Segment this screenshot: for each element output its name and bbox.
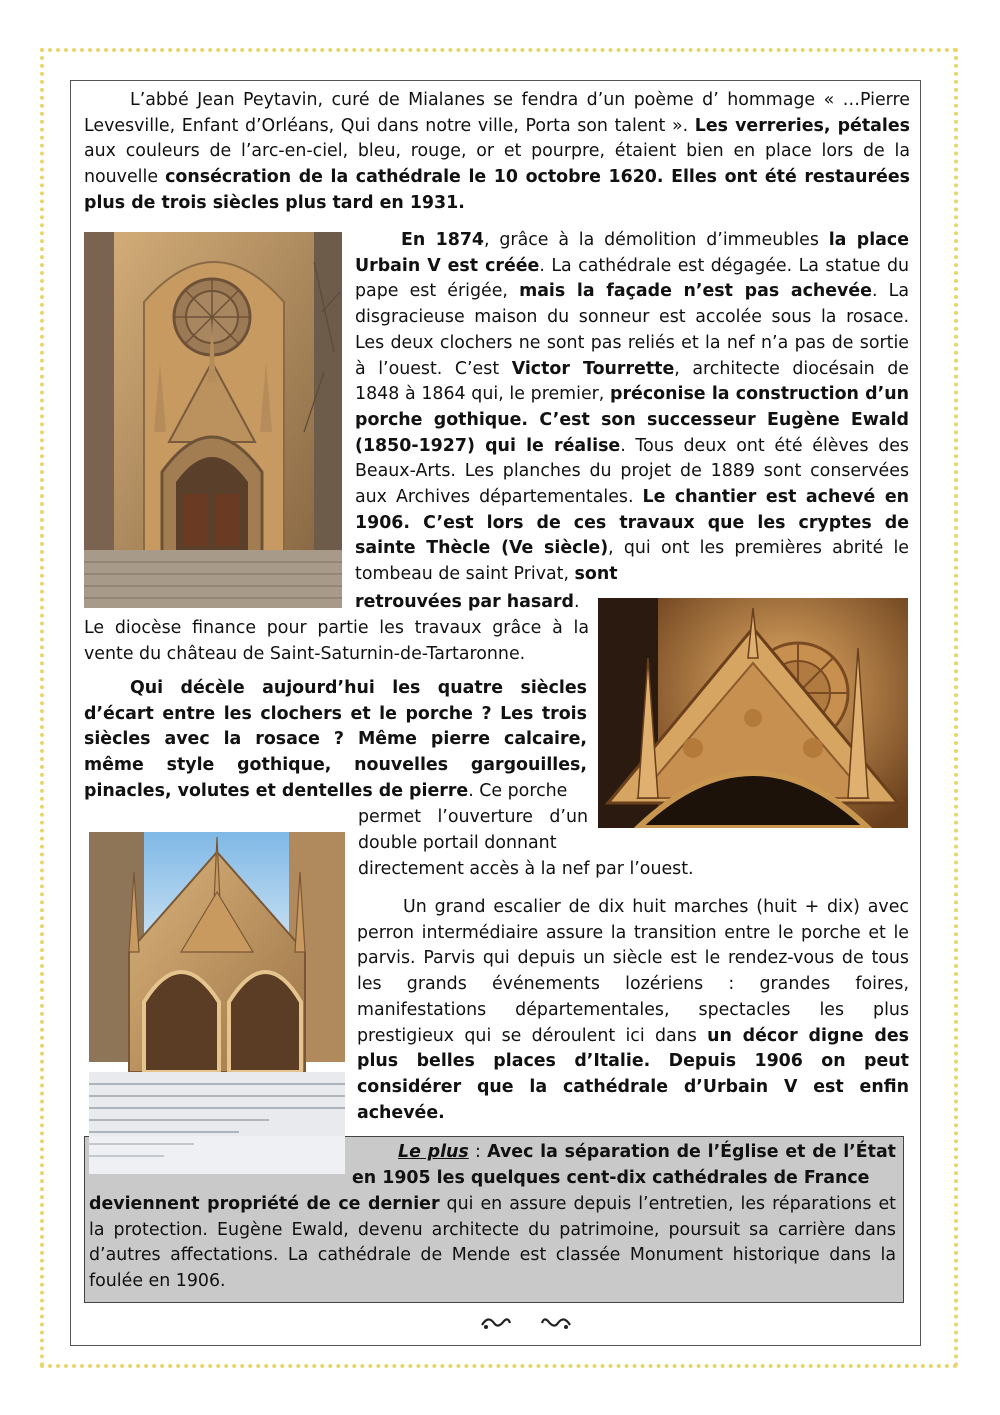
- paragraph-1874: [355, 228, 909, 588]
- paragraph-intro: [84, 88, 910, 217]
- paragraph-escalier: [357, 895, 909, 1126]
- bold-question: Qui décèle aujourd’hui les quatre siècles d’écart entre les clochers et le porche ? Les trois siècles avec la rosace ? Même pierre calcaire, même style gothique, nouvelles gargouilles, pinacles, volutes et dentelles de pierre: [84, 678, 587, 801]
- le-plus-label: Le plus: [398, 1142, 469, 1162]
- p2-text-7: .: [573, 592, 580, 612]
- paragraph-porche-cont: [358, 805, 588, 856]
- photo-porch-steps-overlap: [84, 1136, 346, 1174]
- intro-bold-2: consécration de la cathédrale le 10 octobre 1620. Elles ont été restaurées plus de trois siècles plus tard en 1931.: [84, 167, 910, 213]
- bold-retrouvees: retrouvées par hasard: [355, 592, 574, 612]
- intro-bold-1: Les verreries, pétales: [694, 115, 910, 136]
- le-plus-first-lines: [352, 1140, 896, 1191]
- bold-ewald: préconise la construction d’un porche gothique. C’est son successeur Eugène Ewald (1850-1927) qui le réalise: [355, 384, 909, 456]
- p3-text-1: . Ce porche: [468, 780, 568, 801]
- p2-text-5: . Tous deux ont été élèves des Beaux-Arts. Les planches du projet de 1889 sont conservées aux Archives départementales.: [355, 435, 909, 508]
- p2-text-1: , grâce à la démolition d’immeubles: [484, 230, 829, 250]
- photo-porch-steps: [89, 832, 345, 1172]
- p3-text-2: permet l’ouverture d’un double portail donnant: [358, 807, 588, 853]
- paragraph-porche-end: [358, 857, 918, 883]
- le-plus-bold-1: Avec la séparation de l’Église et de l’État en 1905 les quelques cent-dix cathédrales de France: [352, 1142, 896, 1188]
- p2-text-2: . La cathédrale est dégagée. La statue du pape est érigée,: [355, 255, 909, 302]
- bold-chantier: Le chantier est achevé en 1906. C’est lors de ces travaux que les cryptes de sainte Thècle (Ve siècle): [355, 487, 910, 559]
- flourish-left-icon: [480, 1313, 512, 1339]
- p4-text-1: Un grand escalier de dix huit marches (huit + dix) avec perron intermédiaire assure la transition entre le porche et le parvis. Parvis qui depuis un siècle est le rendez-vous de tous les grands événements lozériens : grandes foires, manifestations départementales, spectacles les plus prestigieux qui se déroulent ici dans: [357, 897, 909, 1046]
- le-plus-text: qui en assure depuis l’entretien, les réparations et la protection. Eugène Ewald, devenu architecte du patrimoine, poursuit sa carrière dans d’autres affectations. La cathédrale de Mende est classée Monument historique dans la foulée en 1906.: [89, 1194, 897, 1292]
- bold-tourrette: Victor Tourrette: [511, 358, 675, 379]
- bold-decor: un décor digne des plus belles places d’Italie. Depuis 1906 on peut considérer que la cathédrale d’Urbain V est enfin achevée.: [357, 1025, 909, 1123]
- le-plus-rest: [89, 1192, 896, 1295]
- photo-cathedral-facade: [84, 232, 342, 608]
- bold-facade: mais la façade n’est pas achevée: [519, 281, 872, 302]
- bold-sont: sont: [574, 564, 618, 585]
- photo-porch-gable: [598, 598, 908, 828]
- le-plus-sep: :: [468, 1142, 488, 1162]
- p2-text-3: . La disgracieuse maison du sonneur est accolée sous la rosace. Les deux clochers ne sont pas reliés et la nef n’a pas de sortie à l’ouest. C’est: [355, 281, 909, 379]
- le-plus-bold-2: deviennent propriété de ce dernier: [89, 1194, 440, 1214]
- intro-text: L’abbé Jean Peytavin, curé de Mialanes se fendra d’un poème d’ hommage « …Pierre Levesville, Enfant d’Orléans, Qui dans notre ville, Porta son talent ».: [84, 90, 910, 136]
- p3-text-3: directement accès à la nef par l’ouest.: [358, 859, 694, 879]
- bold-1874: En 1874: [401, 230, 485, 250]
- bold-place-urbain: la place Urbain V est créée: [355, 230, 910, 276]
- paragraph-question: [84, 676, 587, 805]
- p2-text-4: , architecte diocésain de 1848 à 1864 qui, le premier,: [355, 358, 909, 405]
- diocese-text: Le diocèse finance pour partie les travaux grâce à la vente du château de Saint-Saturnin-de-Tartaronne.: [84, 618, 589, 664]
- flourish-right-icon: [540, 1313, 572, 1339]
- paragraph-retrouvees: [355, 590, 595, 616]
- intro-text-2: aux couleurs de l’arc-en-ciel, bleu, rouge, or et pourpre, étaient bien en place lors de la nouvelle: [84, 141, 910, 188]
- paragraph-diocese: [84, 616, 589, 667]
- p2-text-6: , qui ont les premières abrité le tombeau de saint Privat,: [355, 538, 909, 585]
